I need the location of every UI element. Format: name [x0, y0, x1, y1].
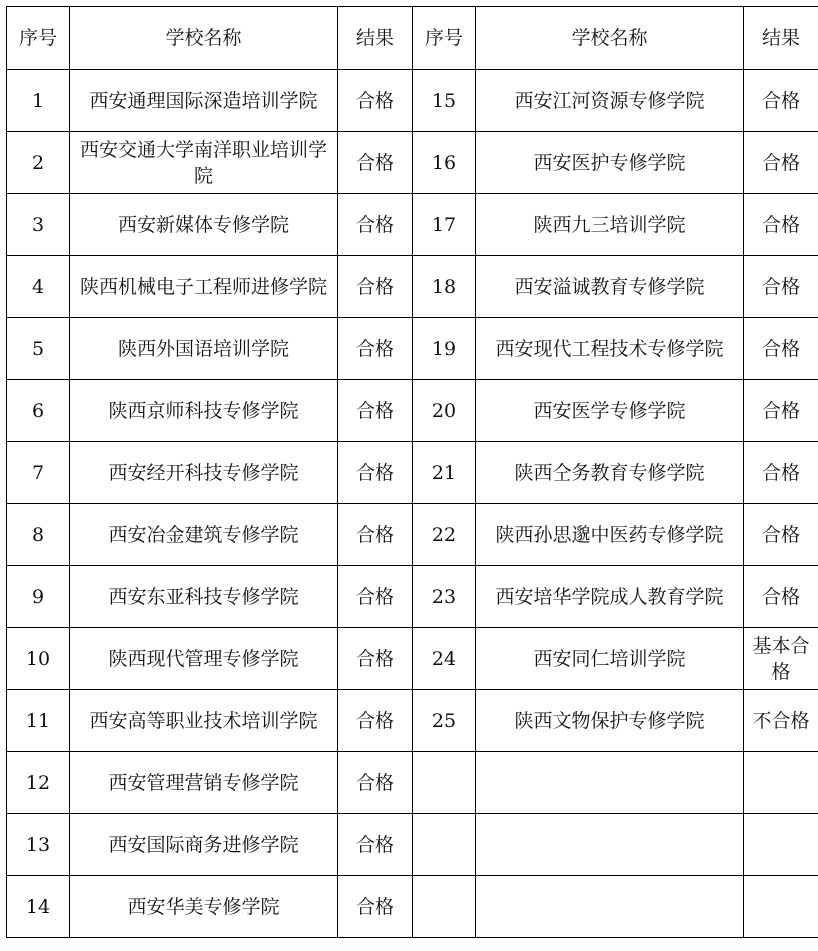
- cell-school-name: [476, 876, 744, 938]
- cell-result: 合格: [744, 504, 818, 566]
- cell-seq: 6: [7, 380, 70, 442]
- cell-seq: 20: [413, 380, 476, 442]
- cell-seq: 5: [7, 318, 70, 380]
- school-results-table: [6, 6, 818, 938]
- cell-seq: 24: [413, 628, 476, 690]
- cell-seq: 23: [413, 566, 476, 628]
- cell-school-name: 西安溢诚教育专修学院: [476, 256, 744, 318]
- cell-school-name: 西安医护专修学院: [476, 132, 744, 194]
- table-row: [7, 318, 818, 380]
- cell-seq: 17: [413, 194, 476, 256]
- cell-school-name: 西安国际商务进修学院: [70, 814, 338, 876]
- cell-result: 合格: [338, 70, 413, 132]
- cell-result: 合格: [744, 70, 818, 132]
- cell-school-name: 西安同仁培训学院: [476, 628, 744, 690]
- cell-school-name: 西安管理营销专修学院: [70, 752, 338, 814]
- cell-result: [744, 876, 818, 938]
- table-row: [7, 504, 818, 566]
- cell-result: 合格: [744, 380, 818, 442]
- cell-seq: 25: [413, 690, 476, 752]
- cell-result: [744, 752, 818, 814]
- cell-school-name: 西安交通大学南洋职业培训学院: [70, 132, 338, 194]
- cell-seq: 10: [7, 628, 70, 690]
- cell-school-name: 陕西孙思邈中医药专修学院: [476, 504, 744, 566]
- header-seq-left: 序号: [7, 7, 70, 70]
- cell-seq: 11: [7, 690, 70, 752]
- results-table-container: [6, 6, 811, 943]
- table-row: [7, 442, 818, 504]
- cell-school-name: 陕西现代管理专修学院: [70, 628, 338, 690]
- cell-school-name: 西安经开科技专修学院: [70, 442, 338, 504]
- cell-school-name: 陕西文物保护专修学院: [476, 690, 744, 752]
- cell-school-name: 陕西京师科技专修学院: [70, 380, 338, 442]
- cell-seq: 22: [413, 504, 476, 566]
- cell-result: 不合格: [744, 690, 818, 752]
- cell-school-name: 西安江河资源专修学院: [476, 70, 744, 132]
- cell-school-name: 西安医学专修学院: [476, 380, 744, 442]
- table-row: [7, 628, 818, 690]
- cell-result: 合格: [744, 194, 818, 256]
- header-result-left: 结果: [338, 7, 413, 70]
- cell-result: 合格: [744, 566, 818, 628]
- table-row: [7, 380, 818, 442]
- cell-school-name: 西安冶金建筑专修学院: [70, 504, 338, 566]
- cell-school-name: 西安通理国际深造培训学院: [70, 70, 338, 132]
- cell-result: 合格: [338, 690, 413, 752]
- cell-school-name: 西安高等职业技术培训学院: [70, 690, 338, 752]
- cell-seq: 1: [7, 70, 70, 132]
- cell-result: 合格: [338, 504, 413, 566]
- cell-result: 合格: [338, 628, 413, 690]
- cell-school-name: 陕西仝务教育专修学院: [476, 442, 744, 504]
- table-row: [7, 566, 818, 628]
- cell-school-name: 陕西九三培训学院: [476, 194, 744, 256]
- cell-seq: 12: [7, 752, 70, 814]
- header-name-right: 学校名称: [476, 7, 744, 70]
- header-result-right: 结果: [744, 7, 818, 70]
- cell-seq: 13: [7, 814, 70, 876]
- table-row: [7, 132, 818, 194]
- table-header-row: [7, 7, 818, 70]
- cell-result: 合格: [338, 380, 413, 442]
- cell-school-name: 西安现代工程技术专修学院: [476, 318, 744, 380]
- cell-seq: 21: [413, 442, 476, 504]
- cell-result: 合格: [338, 132, 413, 194]
- header-seq-right: 序号: [413, 7, 476, 70]
- cell-school-name: 西安华美专修学院: [70, 876, 338, 938]
- cell-result: 合格: [338, 256, 413, 318]
- cell-seq: 9: [7, 566, 70, 628]
- cell-school-name: [476, 752, 744, 814]
- cell-seq: 7: [7, 442, 70, 504]
- cell-school-name: [476, 814, 744, 876]
- cell-seq: 16: [413, 132, 476, 194]
- header-name-left: 学校名称: [70, 7, 338, 70]
- table-row: [7, 256, 818, 318]
- cell-seq: 18: [413, 256, 476, 318]
- cell-seq: [413, 814, 476, 876]
- table-row: [7, 814, 818, 876]
- cell-school-name: 西安新媒体专修学院: [70, 194, 338, 256]
- cell-seq: 8: [7, 504, 70, 566]
- cell-result: 合格: [338, 752, 413, 814]
- cell-result: 合格: [338, 194, 413, 256]
- cell-seq: [413, 876, 476, 938]
- cell-result: 合格: [338, 566, 413, 628]
- cell-school-name: 陕西外国语培训学院: [70, 318, 338, 380]
- table-row: [7, 690, 818, 752]
- table-row: [7, 70, 818, 132]
- cell-school-name: 陕西机械电子工程师进修学院: [70, 256, 338, 318]
- table-row: [7, 752, 818, 814]
- cell-seq: 3: [7, 194, 70, 256]
- cell-result: 合格: [744, 442, 818, 504]
- cell-seq: 2: [7, 132, 70, 194]
- table-row: [7, 876, 818, 938]
- cell-school-name: 西安培华学院成人教育学院: [476, 566, 744, 628]
- cell-school-name: 西安东亚科技专修学院: [70, 566, 338, 628]
- cell-result: 合格: [744, 256, 818, 318]
- cell-result: 合格: [338, 318, 413, 380]
- cell-seq: 14: [7, 876, 70, 938]
- cell-result: 合格: [338, 814, 413, 876]
- cell-result: 合格: [744, 132, 818, 194]
- cell-result: [744, 814, 818, 876]
- cell-seq: 15: [413, 70, 476, 132]
- cell-result: 基本合格: [744, 628, 818, 690]
- cell-result: 合格: [338, 442, 413, 504]
- cell-result: 合格: [744, 318, 818, 380]
- cell-seq: 4: [7, 256, 70, 318]
- cell-seq: [413, 752, 476, 814]
- table-row: [7, 194, 818, 256]
- cell-result: 合格: [338, 876, 413, 938]
- cell-seq: 19: [413, 318, 476, 380]
